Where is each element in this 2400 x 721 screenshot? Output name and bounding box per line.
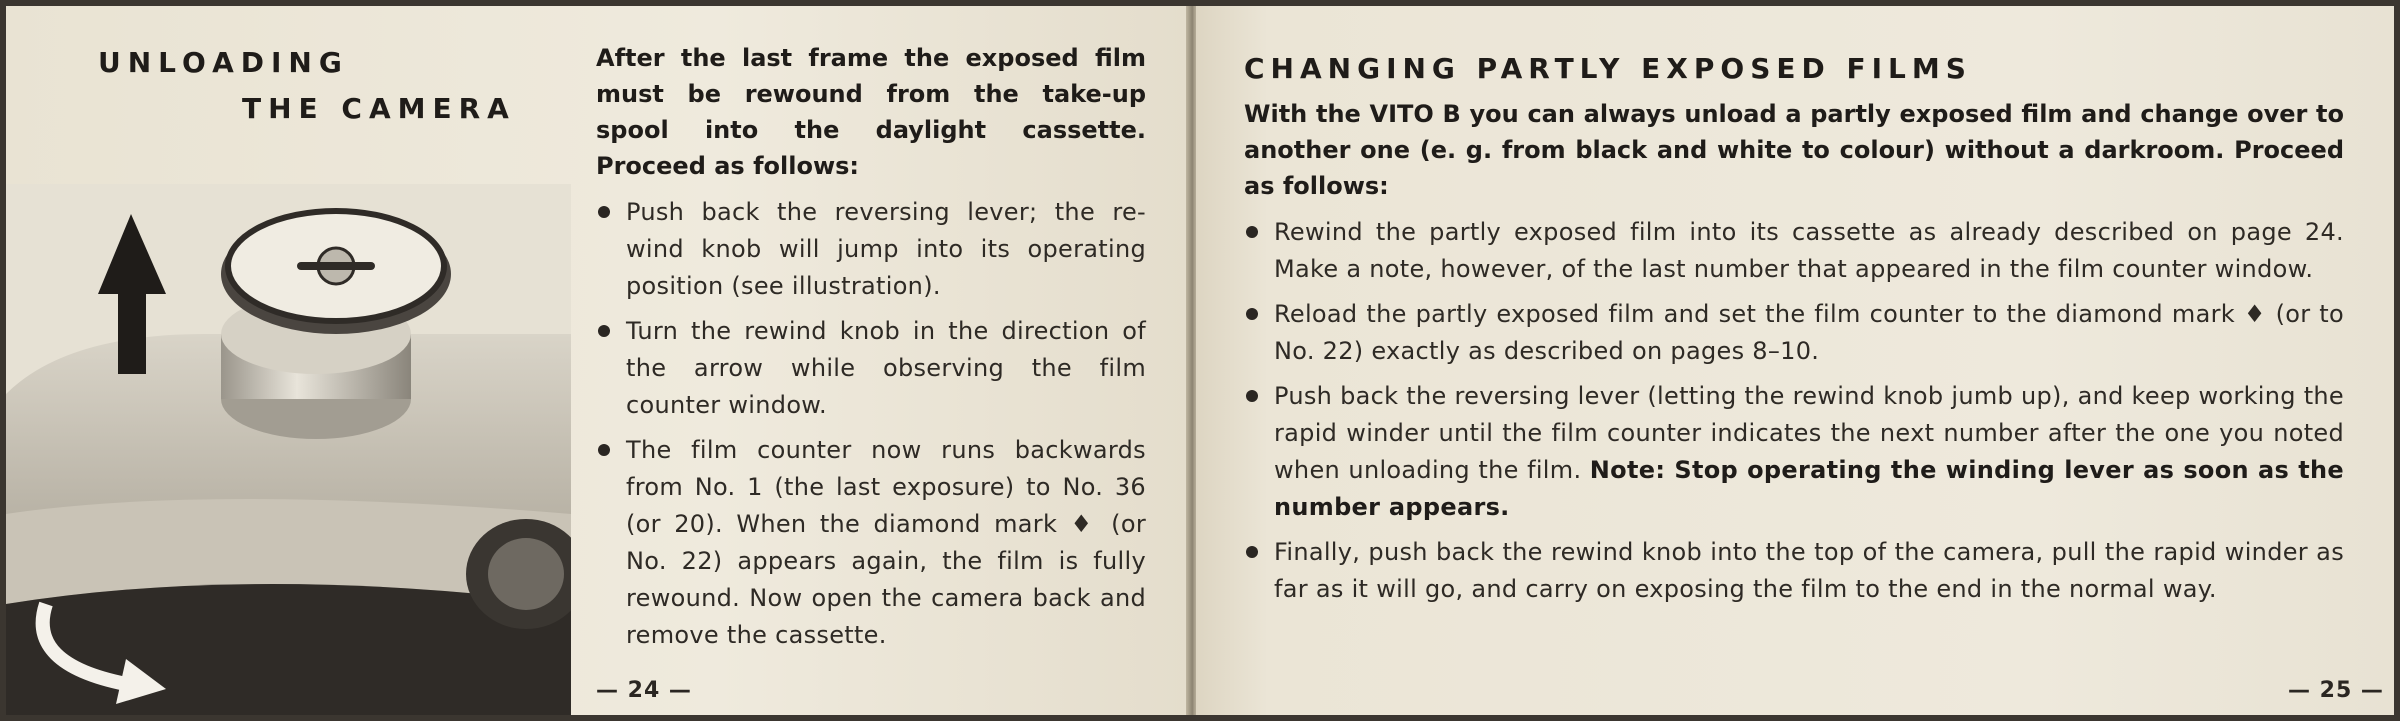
- bullet-icon: [598, 325, 610, 337]
- list-item: Rewind the partly exposed film into its cassette as already described on page 24. Make a note, however, of the last number that appeared in the film counter window.: [1244, 214, 2344, 288]
- bullet-icon: [598, 444, 610, 456]
- right-page-body: [1244, 96, 2344, 616]
- note-text: Note: Stop operating the winding lever as soon as the number appears.: [1274, 456, 2344, 521]
- right-bullet-list: [1244, 214, 2344, 608]
- left-page: [6, 6, 1192, 715]
- list-item: Push back the reversing lever (letting the rewind knob jumb up), and keep working the rapid winder until the film counter indicates the next number after the one you noted when unloading the film. Note: Stop operating the winding lever as soon as the number appears.: [1244, 378, 2344, 526]
- left-bullet-list: [596, 194, 1146, 654]
- list-item: The film counter now runs backwards from No. 1 (the last exposure) to No. 36 (or 20). When the diamond mark ♦ (or No. 22) appears again, the film is fully rewound. Now open the camera back and remove the cassette.: [596, 432, 1146, 654]
- bullet-icon: [1246, 226, 1258, 238]
- bullet-icon: [1246, 390, 1258, 402]
- bullet-icon: [1246, 546, 1258, 558]
- list-item: Push back the reversing lever; the re-wind knob will jump into its operating position (see illustration).: [596, 194, 1146, 305]
- bullet-icon: [598, 206, 610, 218]
- list-item: Turn the rewind knob in the direction of the arrow while observing the film counter window.: [596, 313, 1146, 424]
- list-item: Reload the partly exposed film and set the film counter to the diamond mark ♦ (or to No. 22) exactly as described on pages 8–10.: [1244, 296, 2344, 370]
- heading-unloading: UNLOADING: [98, 46, 349, 79]
- right-intro-paragraph: With the VITO B you can always unload a partly exposed film and change over to another one (e. g. from black and white to colour) without a darkroom. Proceed as follows:: [1244, 100, 2344, 200]
- left-page-body: [596, 40, 1146, 662]
- page-number-25: — 25 —: [2288, 678, 2384, 703]
- heading-the-camera: THE CAMERA: [242, 92, 516, 125]
- camera-rewind-illustration: [6, 184, 571, 715]
- list-item: Finally, push back the rewind knob into the top of the camera, pull the rapid winder as far as it will go, and carry on exposing the film to the end in the normal way.: [1244, 534, 2344, 608]
- page-number-24: — 24 —: [596, 678, 692, 703]
- left-intro-paragraph: After the last frame the exposed film must be rewound from the take-up spool into the daylight cassette. Proceed as follows:: [596, 44, 1146, 180]
- heading-changing-partly-exposed-films: CHANGING PARTLY EXPOSED FILMS: [1244, 52, 1972, 85]
- bullet-icon: [1246, 308, 1258, 320]
- right-page: [1196, 6, 2394, 715]
